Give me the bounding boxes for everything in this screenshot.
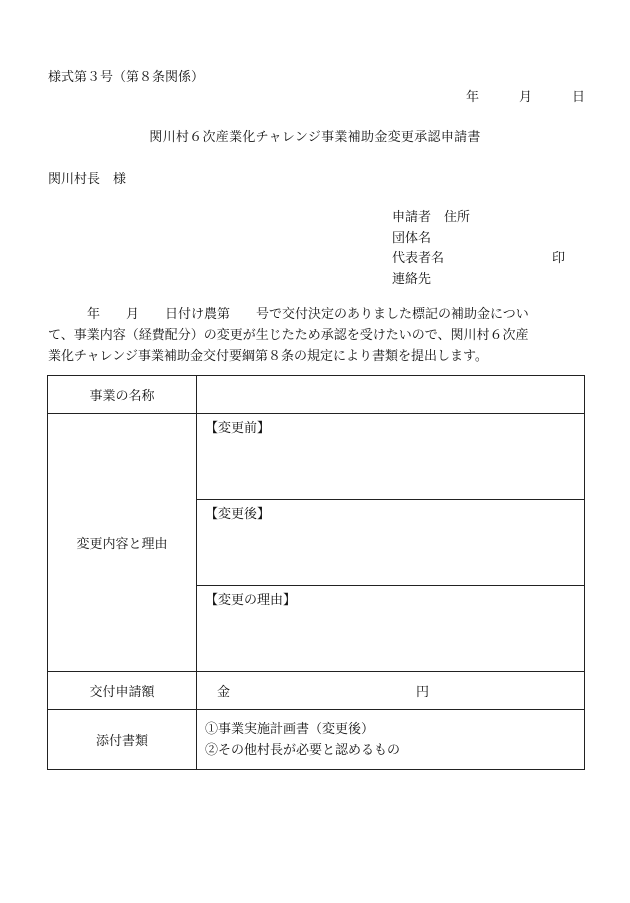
- attachments-list: [197, 710, 585, 770]
- seal-mark: 印: [552, 251, 566, 266]
- body-line-3: 業化チャレンジ事業補助金交付要綱第８条の規定により書類を提出します。: [48, 349, 488, 364]
- amount-label: 交付申請額: [48, 672, 197, 710]
- applicant-rep-label: 代表者名: [392, 251, 445, 266]
- applicant-org-row: [392, 229, 470, 250]
- date-day: 日: [572, 90, 586, 105]
- change-before-field[interactable]: [197, 414, 585, 500]
- attachments-row: [48, 710, 585, 770]
- attachments-label: 添付書類: [48, 710, 197, 770]
- applicant-address-label: 住所: [444, 210, 471, 225]
- project-name-label: 事業の名称: [48, 376, 197, 414]
- applicant-label: 申請者: [392, 210, 432, 225]
- change-after-field[interactable]: [197, 500, 585, 586]
- amount-prefix: 金: [217, 685, 231, 700]
- change-reason-field[interactable]: [197, 586, 585, 672]
- attachment-item-2: ②その他村長が必要と認めるもの: [205, 742, 401, 758]
- change-before-label: 【変更前】: [205, 421, 271, 436]
- form-number: 様式第３号（第８条関係）: [48, 70, 205, 85]
- amount-unit: 円: [416, 685, 430, 700]
- change-after-label: 【変更後】: [205, 507, 271, 522]
- document-title: 関川村６次産業化チャレンジ事業補助金変更承認申請書: [149, 130, 481, 145]
- applicant-rep-row: [392, 249, 566, 270]
- attachment-item-1: ①事業実施計画書（変更後）: [205, 721, 375, 737]
- application-table: [47, 375, 585, 770]
- amount-row: [48, 672, 585, 710]
- change-reason-label: 【変更の理由】: [205, 593, 297, 608]
- addressee: 関川村長 様: [48, 172, 127, 187]
- change-before-row: [48, 414, 585, 500]
- change-content-label: 変更内容と理由: [48, 414, 197, 672]
- applicant-contact-label: 連絡先: [392, 271, 432, 287]
- applicant-contact-row: [392, 270, 470, 291]
- date-line: [466, 86, 585, 105]
- project-name-field[interactable]: [197, 376, 585, 414]
- applicant-org-label: 団体名: [392, 230, 432, 246]
- project-name-row: [48, 376, 585, 414]
- body-line-2: て、事業内容（経費配分）の変更が生じたため承認を受けたいので、関川村６次産: [48, 328, 529, 343]
- applicant-address-row: [392, 208, 470, 229]
- amount-field[interactable]: [197, 672, 585, 710]
- date-year: 年: [466, 90, 480, 105]
- body-line-1: 年 月 日付け農第 号で交付決定のありました標記の補助金につい: [48, 307, 529, 322]
- body-paragraph: [48, 304, 584, 367]
- applicant-block: [392, 208, 566, 290]
- date-month: 月: [519, 90, 533, 105]
